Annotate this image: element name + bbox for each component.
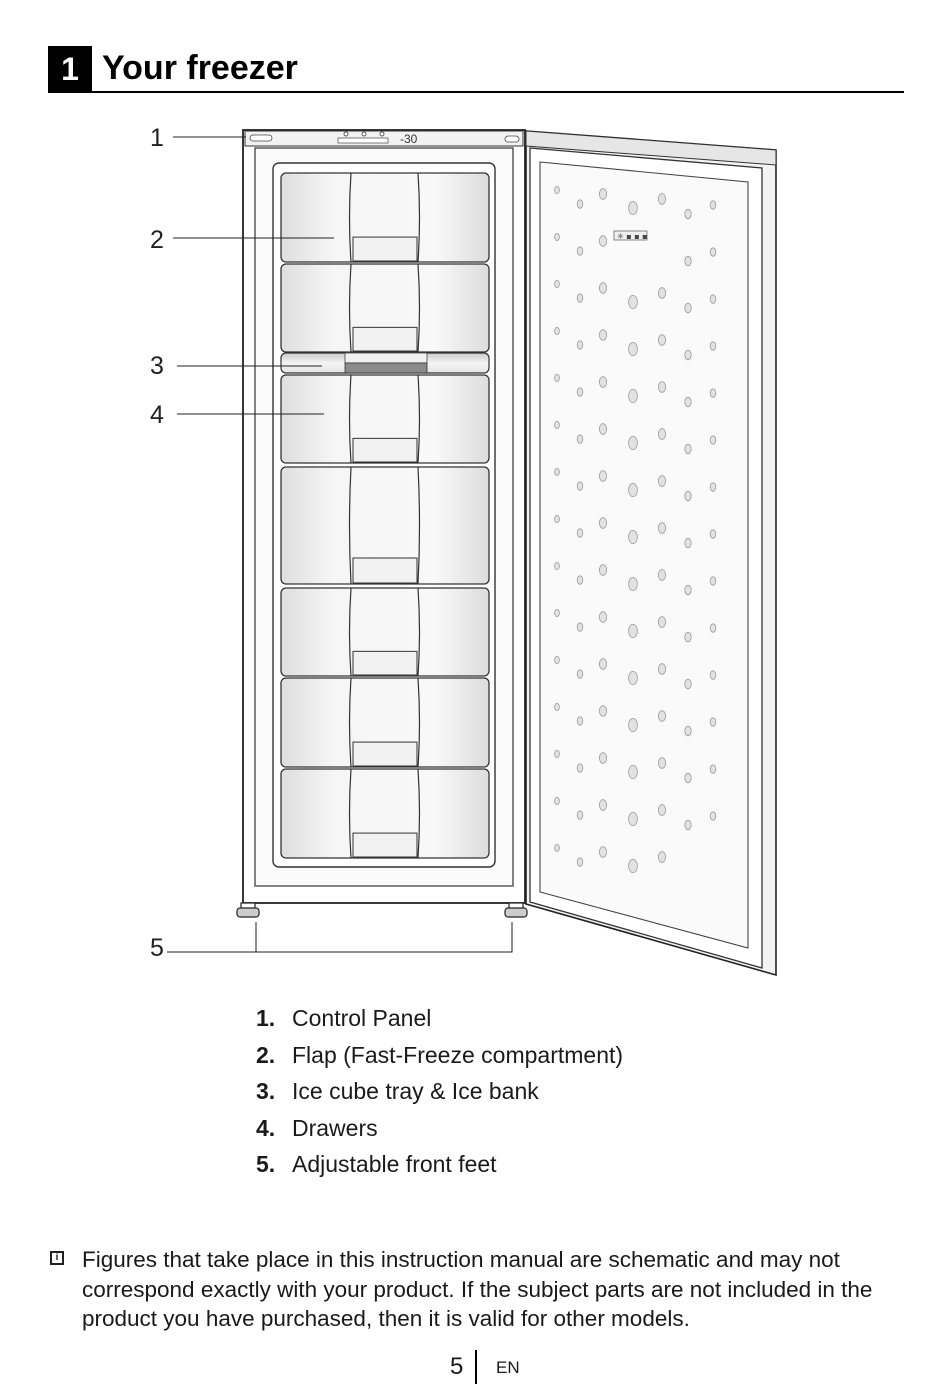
dimple <box>685 585 691 595</box>
dimple <box>555 750 560 757</box>
item-label: Control Panel <box>292 1005 432 1031</box>
dimple <box>658 852 665 863</box>
item-number: 1. <box>256 1005 276 1031</box>
dimple <box>685 773 691 783</box>
drawer <box>281 588 489 676</box>
dimple <box>629 436 638 449</box>
dimple <box>555 656 560 663</box>
dimple <box>685 726 691 736</box>
dimple <box>685 679 691 689</box>
dimple <box>577 482 583 490</box>
dimple <box>629 201 638 214</box>
drawer <box>281 264 489 352</box>
dimple <box>710 389 716 397</box>
dimple <box>555 797 560 804</box>
item-label: Drawers <box>292 1114 378 1141</box>
dimple <box>599 189 606 200</box>
dimple <box>577 670 583 678</box>
callout-4: 4 <box>150 401 164 429</box>
dimple <box>629 389 638 402</box>
dimple <box>577 200 583 208</box>
dimple <box>658 194 665 205</box>
dimple <box>555 374 560 381</box>
dimple <box>710 342 716 350</box>
dimple <box>599 377 606 388</box>
dimple <box>555 233 560 240</box>
list-item <box>256 1073 623 1110</box>
list-item <box>256 1000 623 1037</box>
dimple <box>577 529 583 537</box>
dimple <box>629 483 638 496</box>
dimple <box>555 280 560 287</box>
dimple <box>710 295 716 303</box>
dimple <box>599 518 606 529</box>
dimple <box>577 811 583 819</box>
dimple <box>658 288 665 299</box>
dimple <box>658 570 665 581</box>
drawer <box>281 467 489 584</box>
dimple <box>577 341 583 349</box>
dimple <box>599 471 606 482</box>
dimple <box>629 718 638 731</box>
dimple <box>658 805 665 816</box>
drawer <box>281 375 489 463</box>
dimple <box>685 444 691 454</box>
list-item <box>256 1037 623 1074</box>
dimple <box>629 577 638 590</box>
dimple <box>710 248 716 256</box>
dimple <box>685 397 691 407</box>
item-number: 3. <box>256 1078 276 1104</box>
dimple <box>555 703 560 710</box>
adjustable-feet <box>237 903 527 917</box>
dimple <box>555 421 560 428</box>
drawers <box>281 173 489 858</box>
dimple <box>577 858 583 866</box>
item-number: 5. <box>256 1151 276 1177</box>
dimple <box>577 576 583 584</box>
page-title: Your freezer <box>102 49 298 87</box>
dimple <box>599 800 606 811</box>
control-panel <box>245 131 523 146</box>
dimple <box>629 812 638 825</box>
dimple <box>710 765 716 773</box>
dimple <box>555 327 560 334</box>
freezer-door <box>526 131 776 975</box>
dimple <box>710 812 716 820</box>
dimple <box>599 612 606 623</box>
item-label: Ice cube tray & Ice bank <box>292 1078 539 1104</box>
dimple <box>710 530 716 538</box>
dimple <box>685 632 691 642</box>
dimple <box>710 577 716 585</box>
dimple <box>599 565 606 576</box>
svg-text:✳ ▪ ▪ ▪: ✳ ▪ ▪ ▪ <box>617 232 648 241</box>
dimple <box>577 623 583 631</box>
dimple <box>629 765 638 778</box>
dimple <box>599 659 606 670</box>
language-code: EN <box>496 1358 520 1377</box>
dimple <box>685 209 691 219</box>
drawer <box>281 769 489 858</box>
dimple <box>685 538 691 548</box>
dimple <box>629 295 638 308</box>
dimple <box>710 718 716 726</box>
dimple <box>599 236 606 247</box>
dimple <box>685 491 691 501</box>
item-number: 4. <box>256 1114 276 1141</box>
dimple <box>710 201 716 209</box>
note-text: Figures that take place in this instruction manual are schematic and may not correspond exactly with your product. If the subject parts are not included in the product you have purchased, then it is valid for other models. <box>82 1247 873 1331</box>
dimple <box>710 436 716 444</box>
dimple <box>710 483 716 491</box>
dimple <box>629 671 638 684</box>
item-number: 2. <box>256 1041 276 1068</box>
dimple <box>658 711 665 722</box>
dimple <box>629 624 638 637</box>
item-label: Adjustable front feet <box>292 1151 497 1177</box>
dimple <box>629 342 638 355</box>
page-number: 5 <box>450 1353 464 1380</box>
dimple <box>658 335 665 346</box>
parts-list <box>256 1000 623 1183</box>
dimple <box>710 624 716 632</box>
dimple <box>577 717 583 725</box>
dimple <box>658 758 665 769</box>
info-icon: i <box>50 1251 64 1265</box>
drawer <box>281 173 489 262</box>
dimple <box>685 256 691 266</box>
dimple <box>710 671 716 679</box>
dimple <box>555 186 560 193</box>
dimple <box>658 617 665 628</box>
footer-divider <box>475 1350 477 1384</box>
dimple <box>658 476 665 487</box>
dimple <box>577 294 583 302</box>
callout-2: 2 <box>150 226 164 254</box>
display-readout: -30 <box>400 132 418 146</box>
dimple <box>577 764 583 772</box>
section-number: 1 <box>48 46 92 92</box>
dimple <box>599 706 606 717</box>
dimple <box>629 859 638 872</box>
dimple <box>577 247 583 255</box>
dimple <box>555 844 560 851</box>
dimple <box>685 303 691 313</box>
dimple <box>577 388 583 396</box>
dimple <box>555 515 560 522</box>
list-item <box>256 1146 623 1183</box>
dimple <box>658 429 665 440</box>
list-item <box>256 1110 623 1147</box>
dimple <box>658 382 665 393</box>
page-footer <box>0 1350 950 1386</box>
dimple <box>555 468 560 475</box>
dimple <box>599 283 606 294</box>
ice-cube-tray <box>281 353 489 373</box>
dimple <box>599 753 606 764</box>
dimple <box>658 664 665 675</box>
dimple <box>629 530 638 543</box>
dimple <box>685 350 691 360</box>
dimple <box>599 424 606 435</box>
dimple <box>685 820 691 830</box>
dimple <box>599 847 606 858</box>
item-label: Flap (Fast-Freeze compartment) <box>292 1041 624 1068</box>
dimple <box>555 609 560 616</box>
callout-3: 3 <box>150 352 164 380</box>
dimple <box>577 435 583 443</box>
dimple <box>658 523 665 534</box>
dimple <box>599 330 606 341</box>
drawer <box>281 678 489 767</box>
dimple <box>555 562 560 569</box>
callout-5: 5 <box>150 934 164 962</box>
callout-1: 1 <box>150 124 164 152</box>
